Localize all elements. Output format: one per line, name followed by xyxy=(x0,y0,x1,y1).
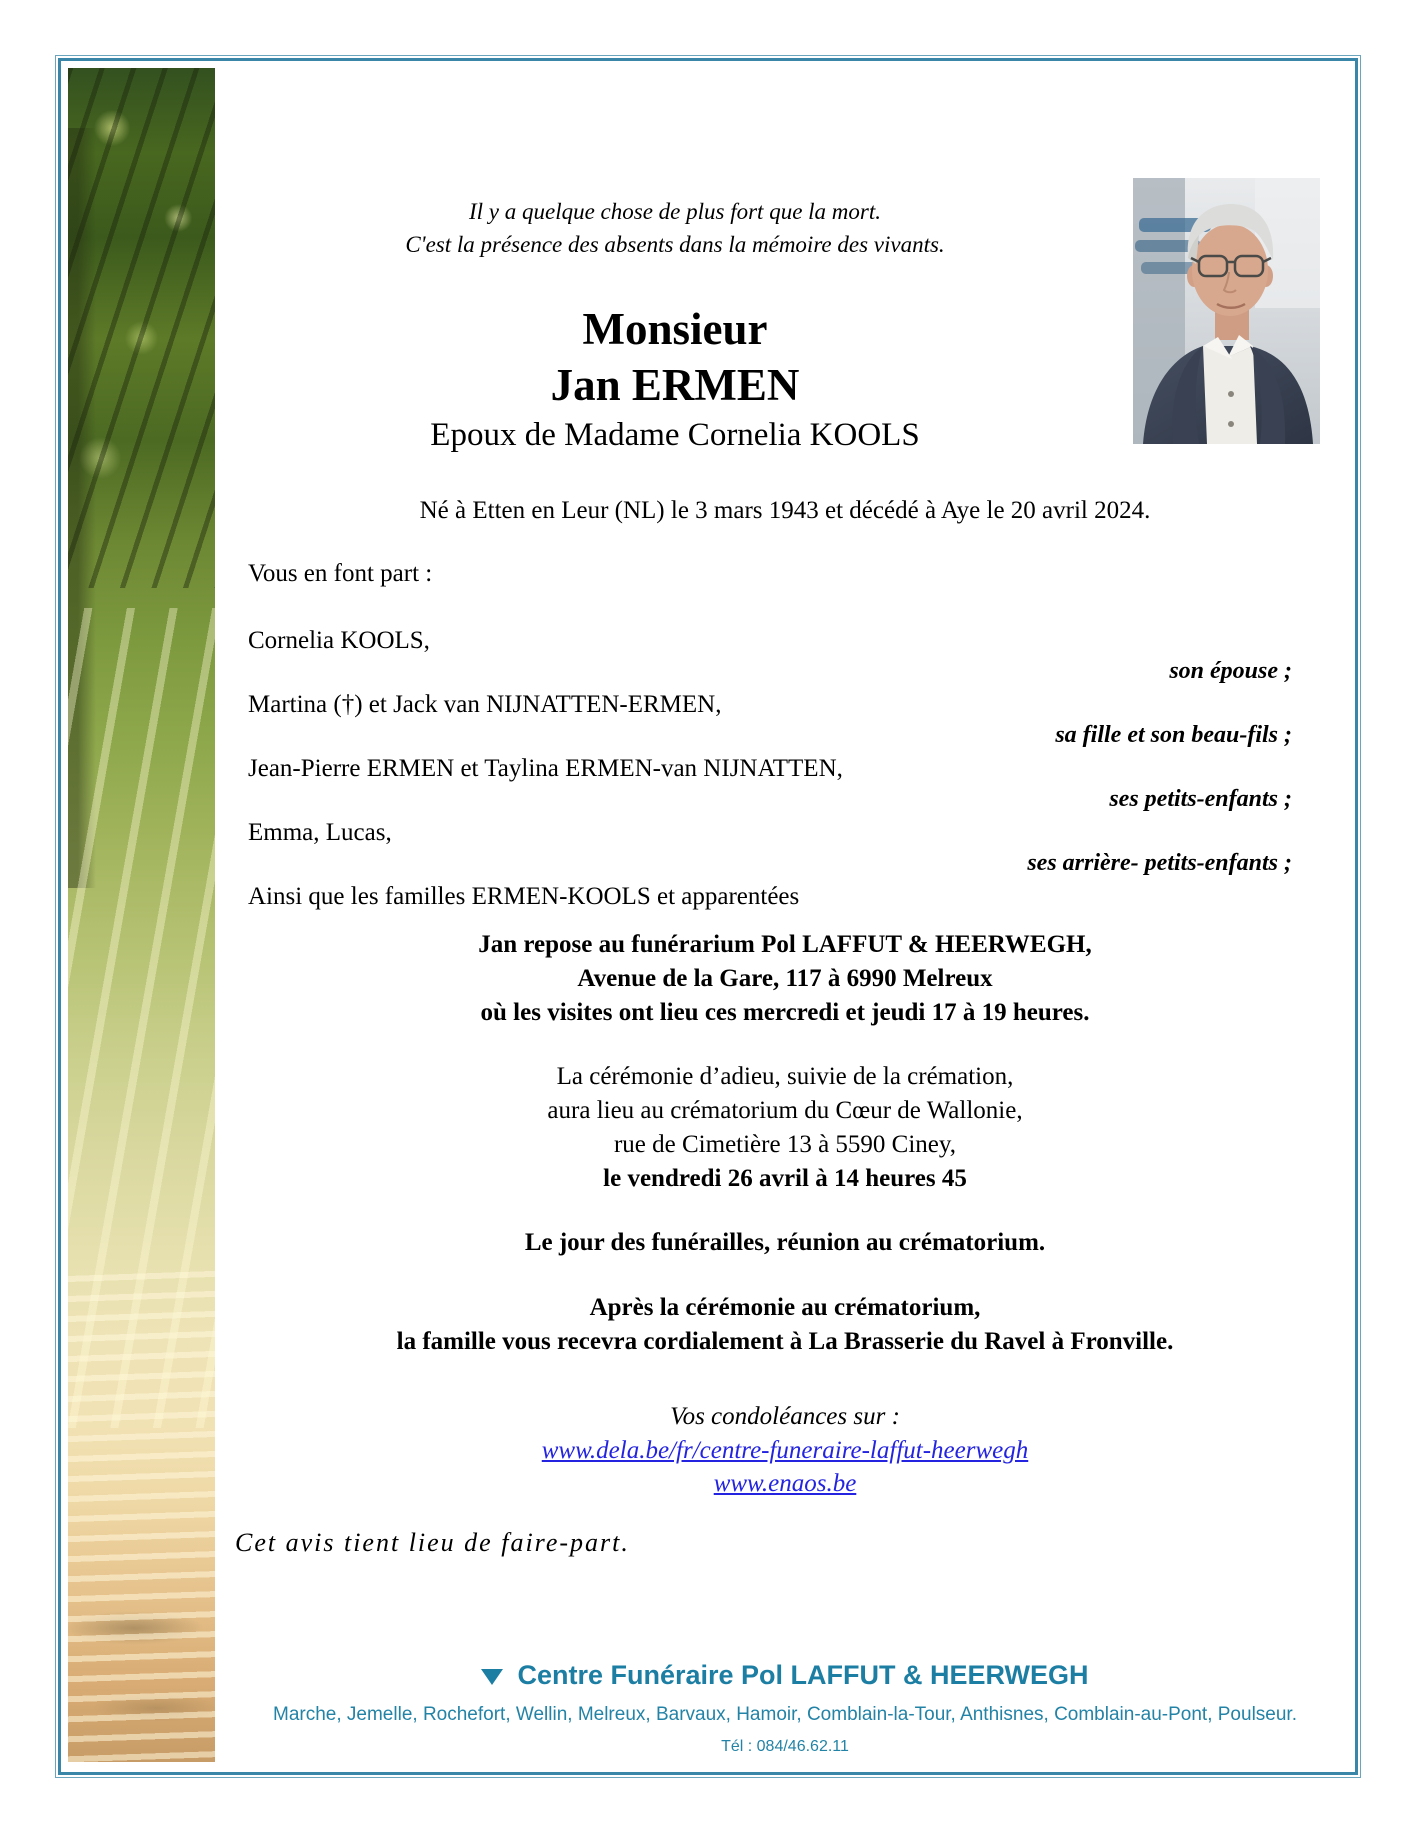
footer-locations: Marche, Jemelle, Rochefort, Wellin, Melreux, Barvaux, Hamoir, Comblain-la-Tour, Anthisnes, Comblain-au-Pont, Poulseur. xyxy=(273,1704,1297,1725)
ceremony-line: rue de Cimetière 13 à 5590 Ciney, xyxy=(613,1131,957,1158)
repose-block xyxy=(215,928,1355,1030)
funeral-home-name: Centre Funéraire Pol LAFFUT & HEERWEGH xyxy=(517,1660,1089,1690)
repose-line: où les visites ont lieu ces mercredi et jeudi 17 à 19 heures. xyxy=(480,999,1090,1026)
funeral-home-brand-line xyxy=(215,1660,1355,1691)
condolences-label: Vos condoléances sur : xyxy=(670,1403,900,1430)
title-prefix: Monsieur xyxy=(582,304,768,354)
family-member-name: Jean-Pierre ERMEN et Taylina ERMEN-van NIJNATTEN, xyxy=(248,755,843,782)
ceremony-line: La cérémonie d’adieu, suivie de la crémation, xyxy=(556,1063,1014,1090)
reception-block xyxy=(215,1291,1355,1359)
spouse-line: Epoux de Madame Cornelia KOOLS xyxy=(430,417,920,453)
ceremony-line: aura lieu au crématorium du Cœur de Wallonie, xyxy=(547,1097,1023,1124)
family-member-relation: ses arrière- petits-enfants ; xyxy=(1027,850,1292,876)
condolences-link-dela[interactable]: www.dela.be/fr/centre-funeraire-laffut-heerwegh xyxy=(541,1437,1029,1464)
ceremony-datetime: le vendredi 26 avril à 14 heures 45 xyxy=(603,1165,967,1192)
header-block xyxy=(215,195,1135,457)
funeral-home-footer xyxy=(215,1660,1355,1756)
portrait-photo xyxy=(1133,178,1320,444)
condolences-link-enaos[interactable]: www.enaos.be xyxy=(713,1470,857,1497)
deceased-name: Jan ERMEN xyxy=(550,360,800,410)
footer-phone: Tél : 084/46.62.11 xyxy=(721,1738,849,1755)
reception-line: la famille vous recevra cordialement à La Brasserie du Ravel à Fronville. xyxy=(396,1328,1174,1355)
family-member-relation: ses petits-enfants ; xyxy=(1109,786,1292,812)
funeral-day-line: Le jour des funérailles, réunion au crématorium. xyxy=(524,1229,1046,1256)
notice-line: Cet avis tient lieu de faire-part. xyxy=(235,1528,630,1557)
memorial-quote-line1: Il y a quelque chose de plus fort que la mort. xyxy=(468,199,881,224)
dela-triangle-icon xyxy=(481,1669,503,1685)
repose-line: Avenue de la Gare, 117 à 6990 Melreux xyxy=(577,965,993,992)
related-families-line: Ainsi que les familles ERMEN-KOOLS et apparentées xyxy=(248,883,800,910)
memorial-quote-line2: C'est la présence des absents dans la mémoire des vivants. xyxy=(405,232,945,257)
announcement-intro: Vous en font part : xyxy=(248,560,433,587)
condolences-block xyxy=(215,1400,1355,1500)
family-member-relation: son épouse ; xyxy=(1169,658,1292,684)
reception-line: Après la cérémonie au crématorium, xyxy=(589,1294,981,1321)
family-member-name: Emma, Lucas, xyxy=(248,819,392,846)
family-member-relation: sa fille et son beau-fils ; xyxy=(1055,722,1292,748)
family-member-name: Cornelia KOOLS, xyxy=(248,627,430,654)
birth-death-line: Né à Etten en Leur (NL) le 3 mars 1943 et décédé à Aye le 20 avril 2024. xyxy=(419,497,1151,524)
portrait-illustration xyxy=(1133,178,1320,444)
ceremony-block xyxy=(215,1060,1355,1196)
family-member-name: Martina (†) et Jack van NIJNATTEN-ERMEN, xyxy=(248,691,722,718)
repose-line: Jan repose au funérarium Pol LAFFUT & HEERWEGH, xyxy=(478,931,1092,958)
forest-path-image xyxy=(68,68,215,1762)
family-announcement xyxy=(248,558,1292,912)
